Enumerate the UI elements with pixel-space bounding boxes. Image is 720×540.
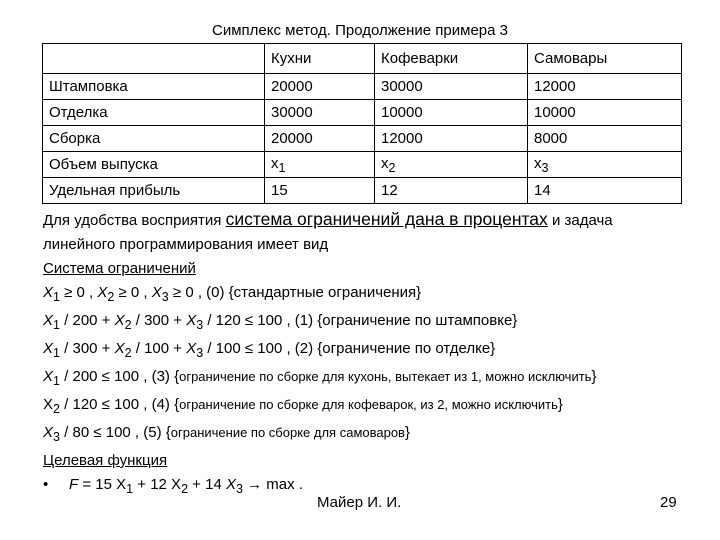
constraint-1: $X_1 / 200 + X_2 / 300 + X_3 / 120 \le 100$ , (1) {ограничение по штамповке} <box>43 312 518 332</box>
table-header-kitchens: Кухни <box>265 44 375 74</box>
row-label: Штамповка <box>43 74 265 100</box>
table-cell: 20000 <box>265 126 375 152</box>
constraint-3: $X_1 / 200 \le 100$ , (3) {ограничение по сборке для кухонь, вытекает из 1, можно исключить} <box>43 368 597 388</box>
table-cell: 30000 <box>265 100 375 126</box>
bullet-icon: • <box>43 476 49 493</box>
table-cell: 10000 <box>528 100 682 126</box>
table-cell: 10000 <box>375 100 528 126</box>
table-cell: 12000 <box>375 126 528 152</box>
row-label: Сборка <box>43 126 265 152</box>
constraints-heading: Система ограничений <box>43 260 196 277</box>
table-header-empty <box>43 44 265 74</box>
row-label: Удельная прибыль <box>43 178 265 204</box>
table-cell: 20000 <box>265 74 375 100</box>
table-cell: $x_2$ <box>375 152 528 178</box>
table-header-samovars: Самовары <box>528 44 682 74</box>
row-label: Отделка <box>43 100 265 126</box>
data-table <box>42 43 682 204</box>
constraint-5: $X_3 / 80 \le 100$ , (5) {ограничение по сборке для самоваров} <box>43 424 410 444</box>
table-row <box>43 100 682 126</box>
intro-emphasis: система ограничений дана в процентах <box>225 209 548 229</box>
table-cell: $x_1$ <box>265 152 375 178</box>
table-cell: 8000 <box>528 126 682 152</box>
table-row <box>43 126 682 152</box>
intro-line-1: Для удобства восприятия система ограничений дана в процентах и задача <box>43 209 613 229</box>
constraint-0: $X_1 \ge 0$ , $X_2 \ge 0$ , $X_3 \ge 0$ , (0) {стандартные ограничения} <box>43 284 422 304</box>
table-row <box>43 152 682 178</box>
content-body <box>43 207 693 501</box>
table-cell: 30000 <box>375 74 528 100</box>
table-cell: 12 <box>375 178 528 204</box>
table-header-row <box>43 44 682 74</box>
table-header-coffee-makers: Кофеварки <box>375 44 528 74</box>
table-cell: 15 <box>265 178 375 204</box>
table-row <box>43 178 682 204</box>
objective-heading: Целевая функция <box>43 452 168 469</box>
table-row <box>43 74 682 100</box>
constraint-4: $X_2 / 120 \le 100$ , (4) {ограничение по сборке для кофеварок, из 2, можно исключить} <box>43 396 563 416</box>
footer-author: Майер И. И. <box>317 494 402 511</box>
intro-line-2: линейного программирования имеет вид <box>43 236 329 253</box>
table-cell: 12000 <box>528 74 682 100</box>
constraint-2: $X_1 / 300 + X_2 / 100 + X_3 / 100 \le 100$ , (2) {ограничение по отделке} <box>43 340 496 360</box>
page-number: 29 <box>660 494 677 511</box>
objective-function: • F = 15 $X_1 + 12$ $X_2 + 14$ $X_3 \to \max$ . <box>43 473 693 501</box>
page-title: Симплекс метод. Продолжение примера 3 <box>212 22 508 39</box>
table-cell: $x_3$ <box>528 152 682 178</box>
row-label: Объем выпуска <box>43 152 265 178</box>
table-cell: 14 <box>528 178 682 204</box>
